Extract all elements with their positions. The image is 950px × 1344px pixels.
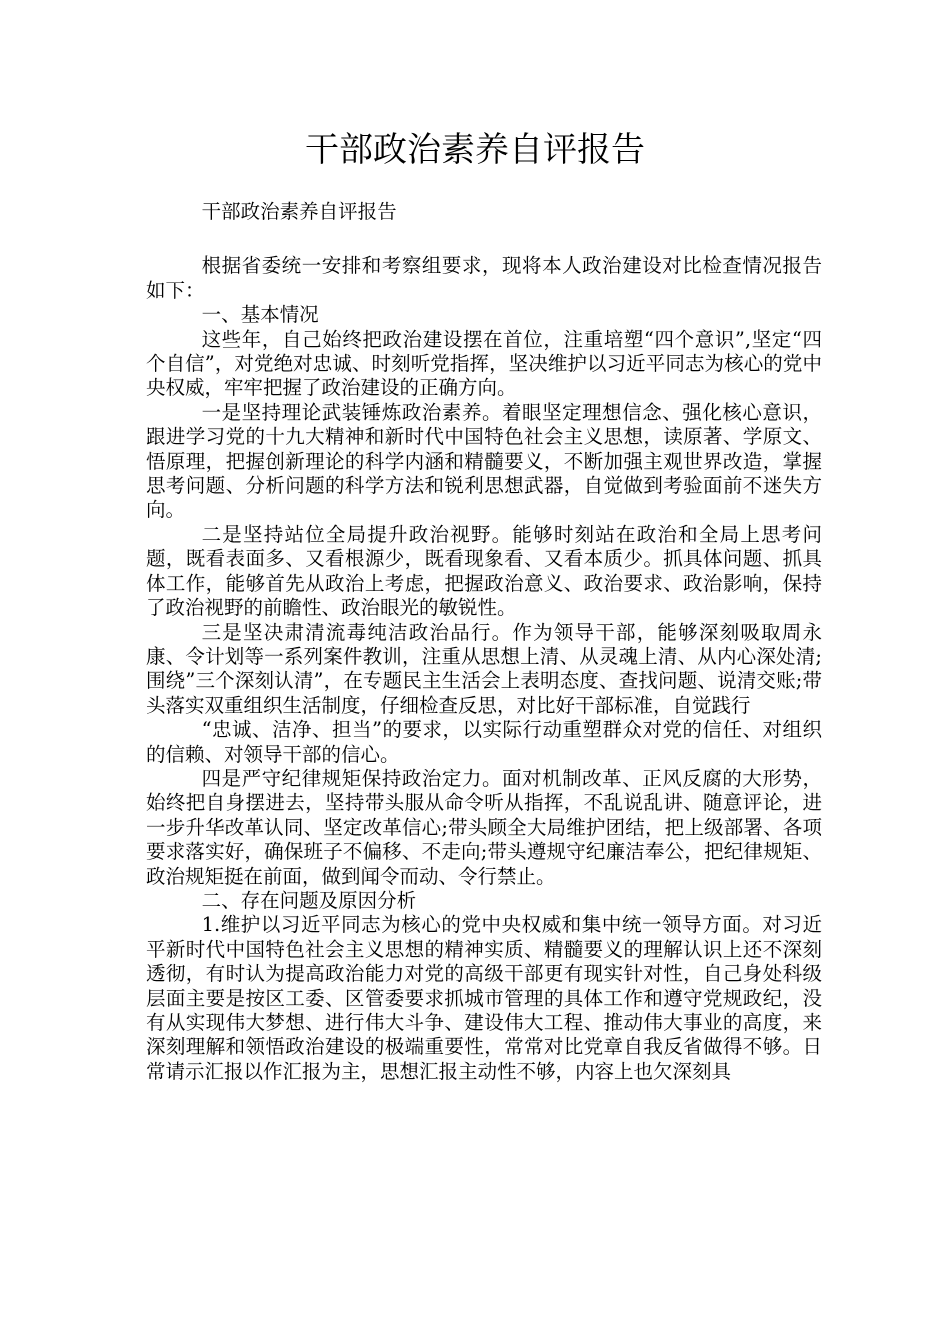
paragraph-point-one: 一是坚持理论武装锤炼政治素养。着眼坚定理想信念、强化核心意识，跟进学习党的十九大精神和新时代中国特色社会主义思想，读原著、学原文、悟原理，把握创新理论的科学内涵和精髓要义，不断加强主观世界改造，掌握思考问题、分析问题的科学方法和锐利思想武器，自觉做到考验面前不迷失方向。 — [146, 400, 822, 522]
intro-paragraph: 根据省委统一安排和考察组要求，现将本人政治建设对比检查情况报告如下： — [146, 254, 822, 302]
paragraph-point-four: 四是严守纪律规矩保持政治定力。面对机制改革、正风反腐的大形势，始终把自身摆进去，坚持带头服从命令听从指挥，不乱说乱讲、随意评论，进一步升华改革认同、坚定改革信心;带头顾全大局维护团结，把上级部署、各项要求落实好，确保班子不偏移、不走向;带头遵规守纪廉洁奉公，把纪律规矩、政治规矩挺在前面，做到闻令而动、令行禁止。 — [146, 766, 822, 888]
document-title: 干部政治素养自评报告 — [305, 130, 645, 170]
paragraph-point-three: 三是坚决肃清流毒纯洁政治品行。作为领导干部，能够深刻吸取周永康、令计划等一系列案件教训，注重从思想上清、从灵魂上清、从内心深处清;围绕”三个深刻认清”，在专题民主生活会上表明态度、查找问题、说清交账;带头落实双重组织生活制度，仔细检查反思，对比好干部标准，自觉践行 — [146, 620, 822, 717]
paragraph-overview: 这些年，自己始终把政治建设摆在首位，注重培塑“四个意识”,坚定“四个自信”，对党绝对忠诚、时刻听党指挥，坚决维护以习近平同志为核心的党中央权威，牢牢把握了政治建设的正确方向。 — [146, 327, 822, 400]
document-body — [146, 200, 822, 1084]
paragraph-problem-one: 1.维护以习近平同志为核心的党中央权威和集中统一领导方面。对习近平新时代中国特色社会主义思想的精神实质、精髓要义的理解认识上还不深刻透彻，有时认为提高政治能力对党的高级干部更有现实针对性，自己身处科级层面主要是按区工委、区管委要求抓城市管理的具体工作和遵守党规政纪，没有从实现伟大梦想、进行伟大斗争、建设伟大工程、推动伟大事业的高度，来深刻理解和领悟政治建设的极端重要性，常常对比党章自我反省做得不够。日常请示汇报以作汇报为主，思想汇报主动性不够，内容上也欠深刻具 — [146, 913, 822, 1083]
document-subtitle: 干部政治素养自评报告 — [201, 200, 397, 223]
section-heading-basic-situation: 一、基本情况 — [201, 303, 319, 327]
paragraph-point-two: 二是坚持站位全局提升政治视野。能够时刻站在政治和全局上思考问题，既看表面多、又看根源少，既看现象看、又看本质少。抓具体问题、抓具体工作，能够首先从政治上考虑，把握政治意义、政治要求、政治影响，保持了政治视野的前瞻性、政治眼光的敏锐性。 — [146, 522, 822, 620]
paragraph-point-three-continued: “忠诚、洁净、担当”的要求，以实际行动重塑群众对党的信任、对组织的信赖、对领导干部的信心。 — [146, 718, 822, 766]
section-heading-problems: 二、存在问题及原因分析 — [201, 888, 417, 912]
